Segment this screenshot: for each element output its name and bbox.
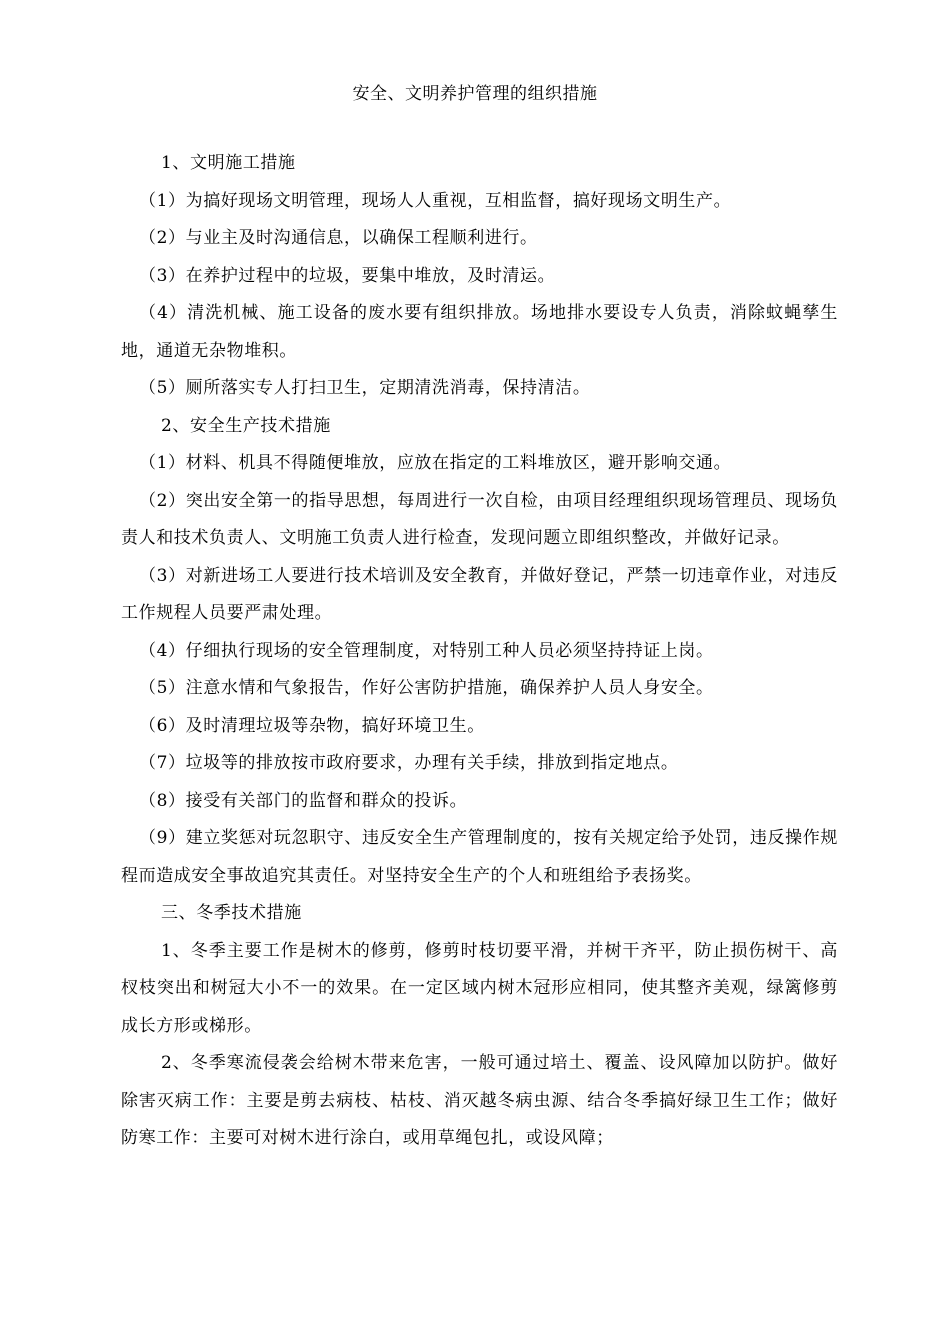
document-body bbox=[121, 145, 838, 1158]
paragraph: （5）注意水情和气象报告，作好公害防护措施，确保养护人员人身安全。 bbox=[139, 678, 714, 698]
paragraph: 1、冬季主要工作是树木的修剪，修剪时枝切要平滑，并树干齐平，防止损伤树干、高杈枝突出和树冠大小不一的效果。在一定区域内树木冠形应相同，使其整齐美观，绿篱修剪成长方形或梯形。 bbox=[121, 940, 838, 1036]
paragraph: （4）清洗机械、施工设备的废水要有组织排放。场地排水要设专人负责，消除蚊蝇孳生地，通道无杂物堆积。 bbox=[121, 303, 838, 361]
paragraph: 三、冬季技术措施 bbox=[161, 903, 302, 923]
paragraph: （5）厕所落实专人打扫卫生，定期清洗消毒，保持清洁。 bbox=[139, 378, 591, 398]
paragraph: （6）及时清理垃圾等杂物，搞好环境卫生。 bbox=[139, 715, 485, 736]
paragraph: （2）突出安全第一的指导思想，每周进行一次自检，由项目经理组织现场管理员、现场负责人和技术负责人、文明施工负责人进行检查，发现问题立即组织整改，并做好记录。 bbox=[121, 490, 838, 548]
paragraph: （4）仔细执行现场的安全管理制度，对特别工种人员必须坚持持证上岗。 bbox=[139, 640, 714, 661]
paragraph: （8）接受有关部门的监督和群众的投诉。 bbox=[139, 790, 468, 811]
paragraph: （1）材料、机具不得随便堆放，应放在指定的工料堆放区，避开影响交通。 bbox=[139, 453, 732, 473]
paragraph: （7）垃圾等的排放按市政府要求，办理有关手续，排放到指定地点。 bbox=[139, 753, 679, 773]
paragraph: （2）与业主及时沟通信息，以确保工程顺利进行。 bbox=[139, 228, 538, 248]
paragraph: （3）对新进场工人要进行技术培训及安全教育，并做好登记，严禁一切违章作业，对违反工作规程人员要严肃处理。 bbox=[121, 565, 838, 623]
document-title: 安全、文明养护管理的组织措施 bbox=[352, 84, 598, 104]
paragraph: 2、冬季寒流侵袭会给树木带来危害，一般可通过培土、覆盖、设风障加以防护。做好除害灭病工作：主要是剪去病枝、枯枝、消灭越冬病虫源、结合冬季搞好绿卫生工作；做好防寒工作：主要可对树木进行涂白，或用草绳包扎，或设风障； bbox=[121, 1053, 838, 1148]
paragraph: 1、文明施工措施 bbox=[161, 153, 296, 173]
paragraph: （9）建立奖惩对玩忽职守、违反安全生产管理制度的，按有关规定给予处罚，违反操作规程而造成安全事故追究其责任。对坚持安全生产的个人和班组给予表扬奖。 bbox=[121, 828, 838, 886]
paragraph: （3）在养护过程中的垃圾，要集中堆放，及时清运。 bbox=[139, 265, 556, 286]
paragraph: （1）为搞好现场文明管理，现场人人重视，互相监督，搞好现场文明生产。 bbox=[139, 190, 732, 211]
paragraph: 2、安全生产技术措施 bbox=[161, 415, 331, 436]
